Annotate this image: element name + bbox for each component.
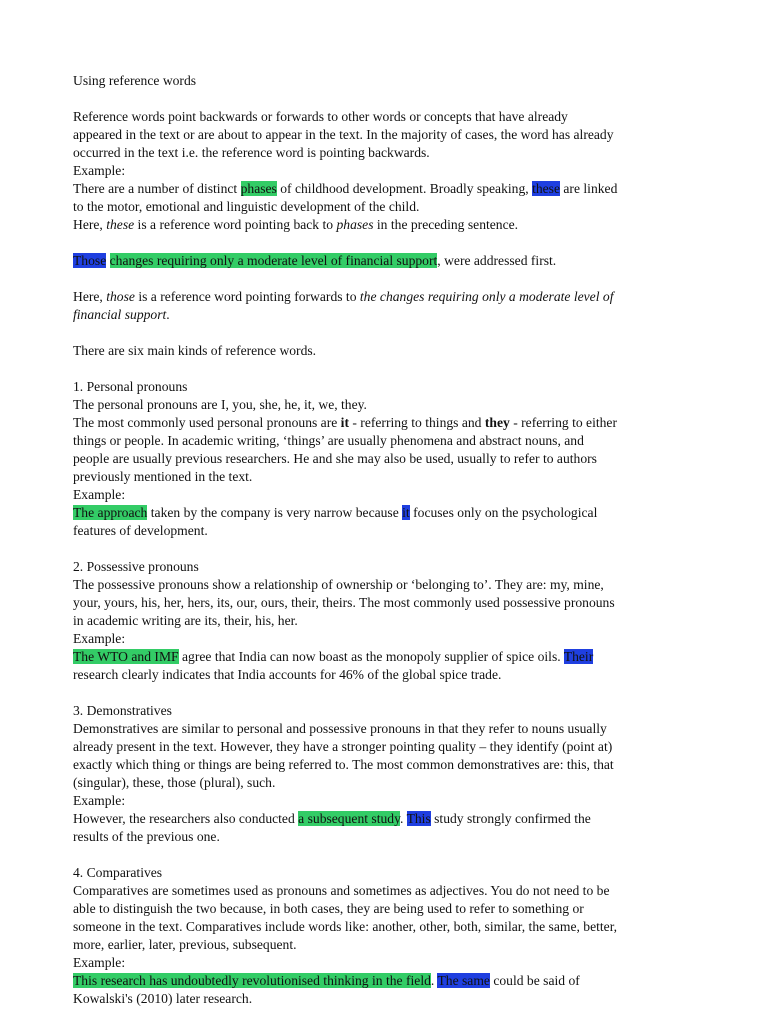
text-span: are linked <box>560 181 618 196</box>
example-line: to the motor, emotional and linguistic development of the child. <box>73 199 420 214</box>
section-heading: 2. Possessive pronouns <box>73 559 199 574</box>
example-label: Example: <box>73 793 126 808</box>
example-label: Example: <box>73 487 126 502</box>
section-personal-pronouns <box>73 378 698 540</box>
example-line <box>73 180 698 198</box>
section-heading: 3. Demonstratives <box>73 703 172 718</box>
text-line <box>73 414 698 432</box>
bold-term: it <box>340 415 349 430</box>
text-line: more, earlier, later, previous, subsequent. <box>73 937 297 952</box>
example-label: Example: <box>73 631 126 646</box>
highlight-green: phases <box>240 181 277 196</box>
text-span: in the preceding sentence. <box>373 217 519 232</box>
text-span: . <box>430 973 438 988</box>
text-line: (singular), these, those (plural), such. <box>73 775 276 790</box>
section-possessive-pronouns <box>73 558 698 684</box>
explanation-line <box>73 306 698 324</box>
text-line: There are six main kinds of reference words. <box>73 343 317 358</box>
italic-term: those <box>106 289 135 304</box>
text-span: taken by the company is very narrow because <box>147 505 403 520</box>
text-line: The possessive pronouns show a relationship of ownership or ‘belonging to’. They are: my, mine, <box>73 577 604 592</box>
text-span: is a reference word pointing forwards to <box>134 289 360 304</box>
text-span: There are a number of distinct <box>73 181 241 196</box>
section-comparatives <box>73 864 698 1008</box>
text-line: occurred in the text i.e. the reference word is pointing backwards. <box>73 145 430 160</box>
text-span: of childhood development. Broadly speaking, <box>276 181 533 196</box>
text-line: Demonstratives are similar to personal and possessive pronouns in that they refer to nouns usually <box>73 721 607 736</box>
section-demonstratives <box>73 702 698 846</box>
highlight-green: This research has undoubtedly revolutionised thinking in the field <box>73 973 431 988</box>
example-line: results of the previous one. <box>73 829 220 844</box>
highlight-blue: The same <box>437 973 490 988</box>
intro-paragraph <box>73 108 698 234</box>
text-span: Here, <box>73 217 107 232</box>
document-body <box>73 72 698 1008</box>
text-line: The personal pronouns are I, you, she, he, it, we, they. <box>73 397 367 412</box>
text-line: Comparatives are sometimes used as pronouns and sometimes as adjectives. You do not need to be <box>73 883 610 898</box>
text-line: exactly which thing or things are being referred to. The most common demonstratives are: this, that <box>73 757 614 772</box>
text-span: is a reference word pointing back to <box>134 217 337 232</box>
text-line: appeared in the text or are about to appear in the text. In the majority of cases, the word has already <box>73 127 614 142</box>
example-line: Kowalski's (2010) later research. <box>73 991 253 1006</box>
text-line: things or people. In academic writing, ‘things’ are usually phenomena and abstract nouns, and <box>73 433 584 448</box>
bold-term: they <box>484 415 510 430</box>
section-heading: 1. Personal pronouns <box>73 379 188 394</box>
text-span: - referring to either <box>509 415 617 430</box>
text-span: - referring to things and <box>348 415 485 430</box>
highlight-blue: it <box>402 505 410 520</box>
text-span: . <box>166 307 170 322</box>
example-line <box>73 504 698 522</box>
text-line: someone in the text. Comparatives include words like: another, other, both, similar, the same, better, <box>73 919 618 934</box>
italic-term: phases <box>336 217 374 232</box>
section-heading: 4. Comparatives <box>73 865 163 880</box>
italic-term: financial support <box>73 307 167 322</box>
example-line <box>73 648 698 666</box>
text-span: study strongly confirmed the <box>430 811 591 826</box>
text-span: focuses only on the psychological <box>409 505 598 520</box>
highlight-blue: Those <box>73 253 107 268</box>
text-line: able to distinguish the two because, in both cases, they are being used to refer to something or <box>73 901 584 916</box>
example-line <box>73 972 698 990</box>
example-line <box>73 252 698 270</box>
highlight-green: changes requiring only a moderate level of financial support <box>109 253 438 268</box>
text-line: people are usually previous researchers. He and she may also be used, usually to refer to authors <box>73 451 597 466</box>
example-line <box>73 810 698 828</box>
example-label: Example: <box>73 163 126 178</box>
highlight-green: a subsequent study <box>298 811 400 826</box>
highlight-blue: Their <box>563 649 594 664</box>
text-line: already present in the text. However, they have a stronger pointing quality – they identify (point at) <box>73 739 613 754</box>
text-span: However, the researchers also conducted <box>73 811 299 826</box>
text-line: in academic writing are its, their, his, her. <box>73 613 298 628</box>
text-span: agree that India can now boast as the monopoly supplier of spice oils. <box>178 649 564 664</box>
example-line: research clearly indicates that India accounts for 46% of the global spice trade. <box>73 667 502 682</box>
highlight-blue: This <box>406 811 431 826</box>
text-line: your, yours, his, her, hers, its, our, ours, their, theirs. The most commonly used possessive pronouns <box>73 595 615 610</box>
highlight-green: The approach <box>73 505 148 520</box>
text-span: , were addressed first. <box>437 253 557 268</box>
text-span: Here, <box>73 289 107 304</box>
text-span: The most commonly used personal pronouns are <box>73 415 341 430</box>
highlight-blue: these <box>532 181 560 196</box>
highlight-green: The WTO and IMF <box>73 649 179 664</box>
italic-term: these <box>106 217 135 232</box>
document-title: Using reference words <box>73 73 197 88</box>
text-span: . <box>400 811 407 826</box>
example-label: Example: <box>73 955 126 970</box>
example-line: features of development. <box>73 523 208 538</box>
text-line: Reference words point backwards or forwards to other words or concepts that have already <box>73 109 568 124</box>
explanation-line <box>73 288 698 306</box>
text-span: could be said of <box>489 973 580 988</box>
italic-term: the changes requiring only a moderate level of <box>359 289 614 304</box>
explanation-line <box>73 216 698 234</box>
text-line: previously mentioned in the text. <box>73 469 253 484</box>
